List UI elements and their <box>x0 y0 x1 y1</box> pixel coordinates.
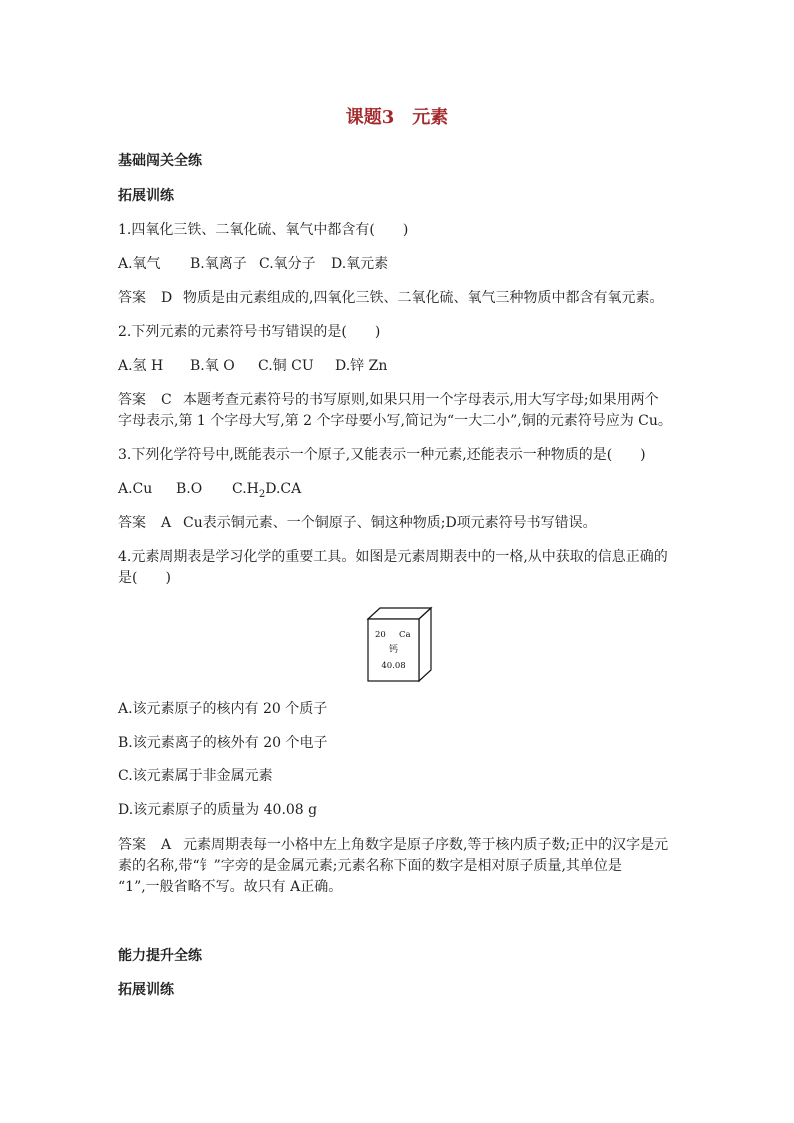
question-3-option-a: A.Cu <box>118 481 153 497</box>
question-3-option-b: B.O <box>176 481 203 497</box>
answer-explanation: 本题考查元素符号的书写原则,如果只用一个字母表示,用大写字母;如果用两个 <box>183 392 659 408</box>
question-4-answer <box>118 835 678 855</box>
answer-key: A <box>161 515 172 531</box>
question-1-answer <box>118 288 678 308</box>
answer-explanation-continued: “1”,一般省略不写。故只有 A正确。 <box>118 879 343 895</box>
section-subheading-extension: 拓展训练 <box>118 188 174 204</box>
question-2-option-a: A.氢 H <box>118 358 164 374</box>
question-2-stem: 2.下列元素的元素符号书写错误的是( ) <box>118 324 381 340</box>
question-4-option-b: B.该元素离子的核外有 20 个电子 <box>118 735 328 751</box>
question-1-stem: 1.四氧化三铁、二氧化硫、氧气中都含有( ) <box>118 222 409 238</box>
element-name: 钙 <box>388 645 399 655</box>
answer-key: A <box>161 837 172 853</box>
question-3-options-cd <box>232 479 301 499</box>
question-2-option-c: C.铜 CU <box>258 358 314 374</box>
answer-explanation: 物质是由元素组成的,四氧化三铁、二氧化硫、氧气三种物质中都含有氧元素。 <box>183 290 664 306</box>
question-4-option-a: A.该元素原子的核内有 20 个质子 <box>118 701 328 717</box>
question-1-options <box>118 254 678 274</box>
question-2-answer <box>118 390 678 410</box>
atomic-number: 20 <box>375 630 386 640</box>
answer-label: 答案 <box>118 837 146 853</box>
question-4-stem-continued: 是( ) <box>118 570 171 586</box>
question-2-option-d: D.锌 Zn <box>335 358 388 374</box>
answer-label: 答案 <box>118 515 146 531</box>
question-2-option-b: B.氧 O <box>190 358 235 374</box>
answer-key: C <box>161 392 172 408</box>
element-symbol: Ca <box>399 630 411 640</box>
question-4-stem: 4.元素周期表是学习化学的重要工具。如图是元素周期表中的一格,从中获取的信息正确的 <box>118 549 668 565</box>
section-heading-basic: 基础闯关全练 <box>118 153 202 169</box>
question-3-stem: 3.下列化学符号中,既能表示一个原子,又能表示一种元素,还能表示一种物质的是( ) <box>118 447 646 463</box>
question-4-option-d: D.该元素原子的质量为 40.08 g <box>118 802 318 818</box>
question-3-option-d: D.CA <box>265 481 302 497</box>
question-3-answer <box>118 513 678 533</box>
question-3-options <box>118 479 678 499</box>
tile-side-face <box>419 608 431 681</box>
answer-key: D <box>161 290 173 306</box>
question-2-options <box>118 356 678 376</box>
question-1-option-b: B.氧离子 <box>190 256 247 272</box>
answer-explanation-continued: 字母表示,第 1 个字母大写,第 2 个字母要小写,简记为“一大二小”,铜的元素符号应为 Cu。 <box>118 413 672 429</box>
answer-explanation-continued: 素的名称,带“钅”字旁的是金属元素;元素名称下面的数字是相对原子质量,其单位是 <box>118 858 622 874</box>
question-1-option-a: A.氧气 <box>118 256 161 272</box>
section-subheading-extension: 拓展训练 <box>118 982 174 998</box>
atomic-mass: 40.08 <box>381 661 406 671</box>
section-heading-advanced: 能力提升全练 <box>118 948 202 964</box>
answer-label: 答案 <box>118 392 146 408</box>
answer-explanation: Cu表示铜元素、一个铜原子、铜这种物质;D项元素符号书写错误。 <box>183 515 597 531</box>
question-1-option-d: D.氧元素 <box>331 256 389 272</box>
subscript-number: 2 <box>258 488 266 500</box>
answer-explanation: 元素周期表每一小格中左上角数字是原子序数,等于核内质子数;正中的汉字是元 <box>183 837 669 853</box>
question-1-option-c: C.氧分子 <box>259 256 316 272</box>
answer-label: 答案 <box>118 290 146 306</box>
element-tile-figure <box>366 606 434 684</box>
page-title: 课题3 元素 <box>345 107 449 128</box>
question-3-option-c: C.H <box>232 481 259 497</box>
question-4-option-c: C.该元素属于非金属元素 <box>118 768 273 784</box>
